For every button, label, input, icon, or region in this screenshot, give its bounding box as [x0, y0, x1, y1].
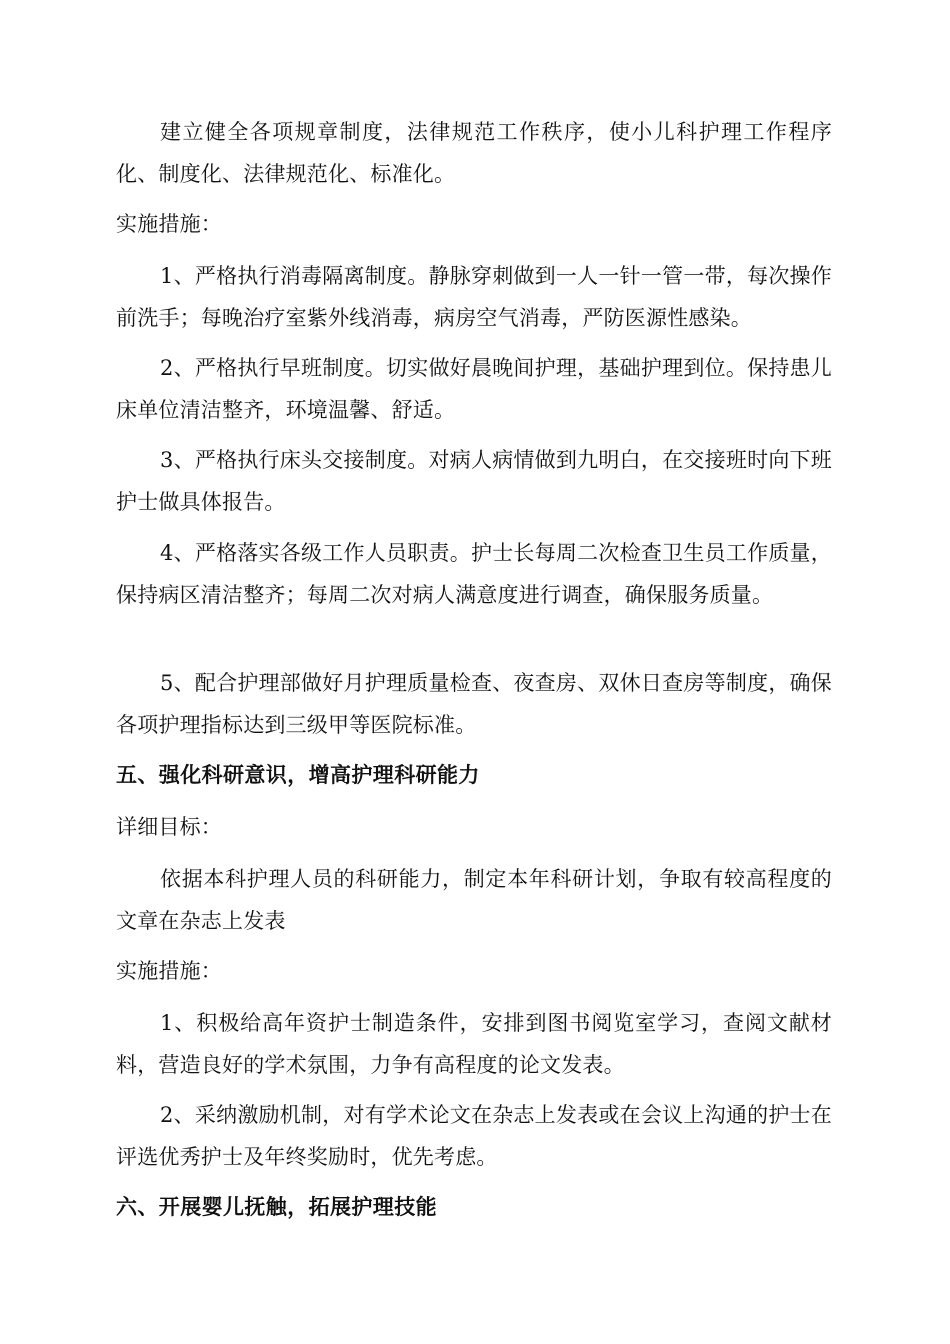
- measure-item: 3、严格执行床头交接制度。对病人病情做到九明白，在交接班时向下班护士做具体报告。: [116, 448, 832, 514]
- intro-paragraph: 建立健全各项规章制度，法律规范工作秩序，使小儿科护理工作程序化、制度化、法律规范化、标准化。: [116, 120, 832, 186]
- measure-item: 5、配合护理部做好月护理质量检查、夜查房、双休日查房等制度，确保各项护理指标达到三级甲等医院标准。: [116, 671, 832, 737]
- goal-paragraph: 依据本科护理人员的科研能力，制定本年科研计划，争取有较高程度的文章在杂志上发表: [116, 867, 832, 933]
- section-heading: 五、强化科研意识，增高护理科研能力: [116, 763, 480, 787]
- measure-item: 1、积极给高年资护士制造条件，安排到图书阅览室学习，查阅文献材料，营造良好的学术氛围，力争有高程度的论文发表。: [116, 1011, 832, 1077]
- measure-item: 1、严格执行消毒隔离制度。静脉穿刺做到一人一针一管一带，每次操作前洗手；每晚治疗室紫外线消毒，病房空气消毒，严防医源性感染。: [116, 264, 832, 330]
- goal-label: 详细目标：: [116, 815, 222, 839]
- measures-label: 实施措施：: [116, 212, 222, 236]
- measure-item: 2、严格执行早班制度。切实做好晨晚间护理，基础护理到位。保持患儿床单位清洁整齐，环境温馨、舒适。: [116, 356, 832, 422]
- measure-item: 4、严格落实各级工作人员职责。护士长每周二次检查卫生员工作质量，保持病区清洁整齐；每周二次对病人满意度进行调查，确保服务质量。: [116, 541, 832, 607]
- measure-item: 2、采纳激励机制，对有学术论文在杂志上发表或在会议上沟通的护士在评选优秀护士及年终奖励时，优先考虑。: [116, 1103, 832, 1169]
- measures-label: 实施措施：: [116, 959, 222, 983]
- section-heading: 六、开展婴儿抚触，拓展护理技能: [116, 1195, 437, 1219]
